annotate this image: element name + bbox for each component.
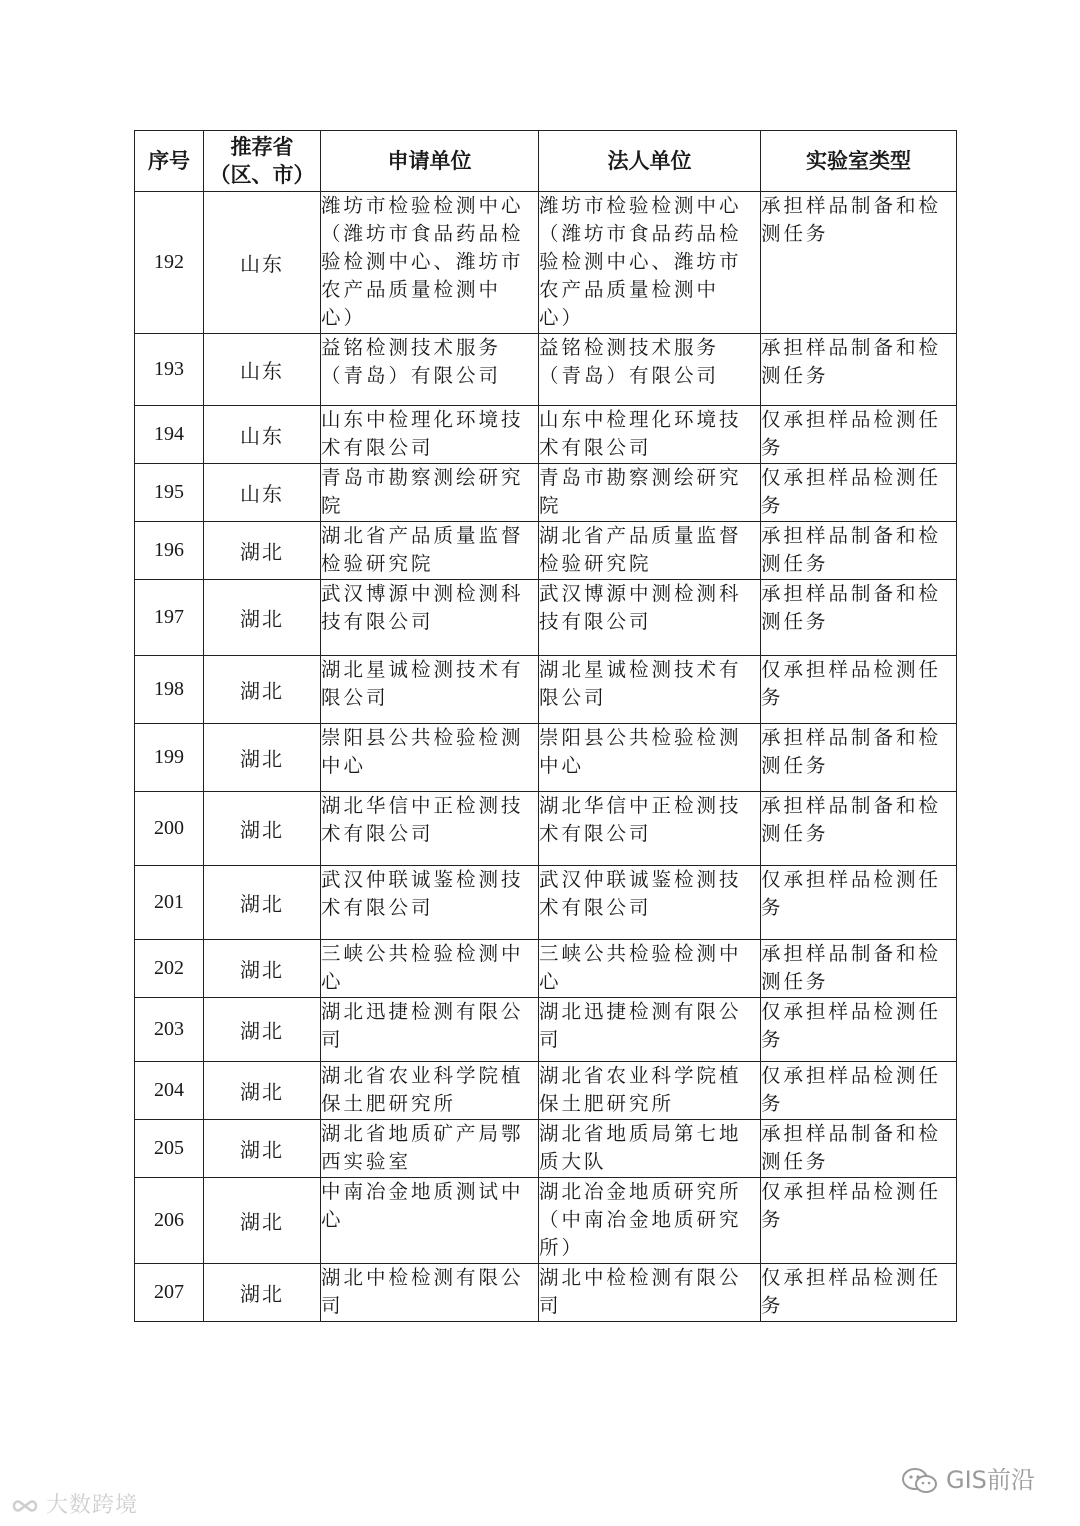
cell-legal-entity-line: 质大队 [539, 1150, 607, 1173]
cell-province: 湖北 [204, 1062, 321, 1120]
cell-applicant-line: 心） [321, 306, 367, 329]
cell-legal-entity [539, 866, 761, 940]
cell-applicant [321, 464, 539, 522]
cell-lab-type-line: 仅承担样品检测任 [761, 1064, 942, 1087]
cell-lab-type-line: 仅承担样品检测任 [761, 658, 942, 681]
cell-applicant [321, 406, 539, 464]
cell-legal-entity-line: 湖北中检检测有限公 [539, 1266, 742, 1289]
cell-lab-type-line: 务 [761, 1294, 784, 1317]
cell-seq: 200 [135, 792, 204, 866]
cell-lab-type-line: 测任务 [761, 822, 829, 845]
cell-legal-entity [539, 406, 761, 464]
cell-legal-entity-line: 山东中检理化环境技 [539, 408, 742, 431]
table-row [135, 998, 957, 1062]
watermark-left [10, 1488, 138, 1519]
cell-applicant-line: 检验研究院 [321, 552, 434, 575]
cell-applicant [321, 1120, 539, 1178]
cell-seq: 206 [135, 1178, 204, 1264]
table-row [135, 656, 957, 724]
cell-legal-entity [539, 724, 761, 792]
cell-province: 湖北 [204, 792, 321, 866]
cell-seq: 201 [135, 866, 204, 940]
cell-lab-type-line: 仅承担样品检测任 [761, 1000, 942, 1023]
cell-applicant [321, 998, 539, 1062]
table-row [135, 940, 957, 998]
cell-lab-type-line: 承担样品制备和检 [761, 942, 942, 965]
cell-legal-entity-line: 湖北省地质局第七地 [539, 1122, 742, 1145]
cell-lab-type [761, 792, 957, 866]
cell-applicant [321, 866, 539, 940]
cell-seq: 199 [135, 724, 204, 792]
cell-applicant [321, 1178, 539, 1264]
cell-applicant [321, 724, 539, 792]
cell-seq: 198 [135, 656, 204, 724]
cell-lab-type [761, 724, 957, 792]
cell-legal-entity-line: 保土肥研究所 [539, 1092, 675, 1115]
cell-seq: 196 [135, 522, 204, 580]
cell-legal-entity [539, 656, 761, 724]
cell-applicant-line: 湖北省地质矿产局鄂 [321, 1122, 524, 1145]
cell-applicant-line: 限公司 [321, 686, 389, 709]
cell-applicant-line: 山东中检理化环境技 [321, 408, 524, 431]
cell-legal-entity-line: （潍坊市食品药品检 [539, 222, 742, 245]
cell-applicant-line: 武汉仲联诚鉴检测技 [321, 868, 524, 891]
cell-seq: 197 [135, 580, 204, 656]
cell-lab-type-line: 测任务 [761, 364, 829, 387]
cell-legal-entity-line: 湖北迅捷检测有限公 [539, 1000, 742, 1023]
cell-applicant-line: 益铭检测技术服务 [321, 336, 502, 359]
cell-legal-entity-line: 所） [539, 1236, 585, 1259]
cell-legal-entity-line: 湖北华信中正检测技 [539, 794, 742, 817]
cell-province: 湖北 [204, 1178, 321, 1264]
cell-applicant [321, 1264, 539, 1322]
cell-applicant-line: 术有限公司 [321, 896, 434, 919]
cell-lab-type [761, 998, 957, 1062]
table-body [135, 192, 957, 1322]
cell-seq: 202 [135, 940, 204, 998]
cell-legal-entity-line: 心） [539, 306, 585, 329]
cell-province: 湖北 [204, 1264, 321, 1322]
cell-lab-type [761, 866, 957, 940]
table-row [135, 792, 957, 866]
cell-province: 湖北 [204, 998, 321, 1062]
cell-seq: 194 [135, 406, 204, 464]
cell-applicant [321, 522, 539, 580]
cell-legal-entity-line: 司 [539, 1294, 562, 1317]
cell-legal-entity-line: 农产品质量检测中 [539, 278, 720, 301]
watermark-right [900, 1460, 1035, 1496]
cell-lab-type-line: 仅承担样品检测任 [761, 466, 942, 489]
cell-province: 山东 [204, 464, 321, 522]
cell-lab-type-line: 承担样品制备和检 [761, 794, 942, 817]
cell-applicant-line: 心 [321, 1208, 344, 1231]
wechat-icon [900, 1466, 940, 1496]
cell-lab-type [761, 464, 957, 522]
cell-legal-entity-line: 湖北省农业科学院植 [539, 1064, 742, 1087]
cell-applicant-line: 司 [321, 1028, 344, 1051]
cell-applicant-line: 司 [321, 1294, 344, 1317]
cell-lab-type [761, 1062, 957, 1120]
cell-seq: 192 [135, 192, 204, 334]
cell-applicant-line: （青岛）有限公司 [321, 364, 502, 387]
cell-applicant-line: 西实验室 [321, 1150, 412, 1173]
cell-legal-entity [539, 580, 761, 656]
cell-lab-type-line: 测任务 [761, 1150, 829, 1173]
cell-applicant-line: 三峡公共检验检测中 [321, 942, 524, 965]
cell-applicant-line: 武汉博源中测检测科 [321, 582, 524, 605]
cell-lab-type [761, 1264, 957, 1322]
cell-legal-entity [539, 1178, 761, 1264]
lab-list-table [134, 130, 957, 1322]
cell-applicant-line: 术有限公司 [321, 436, 434, 459]
cell-applicant-line: 湖北迅捷检测有限公 [321, 1000, 524, 1023]
cell-legal-entity-line: 湖北冶金地质研究所 [539, 1180, 742, 1203]
cell-legal-entity-line: 湖北星诚检测技术有 [539, 658, 742, 681]
cell-applicant-line: 湖北省产品质量监督 [321, 524, 524, 547]
cell-lab-type [761, 1178, 957, 1264]
cell-lab-type [761, 940, 957, 998]
cell-lab-type-line: 务 [761, 494, 784, 517]
cell-legal-entity-line: 益铭检测技术服务 [539, 336, 720, 359]
cell-applicant-line: 术有限公司 [321, 822, 434, 845]
cell-legal-entity-line: 术有限公司 [539, 896, 652, 919]
cell-province: 山东 [204, 406, 321, 464]
cell-applicant-line: 潍坊市检验检测中心 [321, 194, 524, 217]
cell-lab-type-line: 测任务 [761, 552, 829, 575]
cell-lab-type-line: 测任务 [761, 222, 829, 245]
cell-legal-entity-line: 检验研究院 [539, 552, 652, 575]
table-row [135, 464, 957, 522]
table-row [135, 580, 957, 656]
cell-lab-type-line: 测任务 [761, 754, 829, 777]
cell-legal-entity-line: （青岛）有限公司 [539, 364, 720, 387]
cell-legal-entity-line: 验检测中心、潍坊市 [539, 250, 742, 273]
cell-applicant-line: 中南冶金地质测试中 [321, 1180, 524, 1203]
cell-applicant-line: 农产品质量检测中 [321, 278, 502, 301]
table-row [135, 406, 957, 464]
cell-lab-type [761, 1120, 957, 1178]
cell-legal-entity-line: 中心 [539, 754, 585, 777]
cell-province: 山东 [204, 334, 321, 406]
cell-lab-type-line: 承担样品制备和检 [761, 194, 942, 217]
cell-applicant-line: 院 [321, 494, 344, 517]
cell-legal-entity-line: 潍坊市检验检测中心 [539, 194, 742, 217]
header-province [204, 131, 321, 192]
cell-lab-type-line: 仅承担样品检测任 [761, 1266, 942, 1289]
cell-applicant-line: 心 [321, 970, 344, 993]
cell-applicant-line: 湖北星诚检测技术有 [321, 658, 524, 681]
cell-lab-type-line: 仅承担样品检测任 [761, 1180, 942, 1203]
cell-legal-entity [539, 940, 761, 998]
cell-legal-entity [539, 792, 761, 866]
cell-seq: 204 [135, 1062, 204, 1120]
header-legal-entity: 法人单位 [539, 131, 761, 192]
infinity-logo-icon [10, 1495, 40, 1517]
cell-lab-type [761, 656, 957, 724]
cell-province: 山东 [204, 192, 321, 334]
cell-legal-entity-line: 青岛市勘察测绘研究 [539, 466, 742, 489]
cell-legal-entity-line: 武汉仲联诚鉴检测技 [539, 868, 742, 891]
cell-legal-entity [539, 998, 761, 1062]
cell-legal-entity-line: 技有限公司 [539, 610, 652, 633]
cell-applicant [321, 1062, 539, 1120]
cell-legal-entity [539, 192, 761, 334]
cell-applicant-line: 验检测中心、潍坊市 [321, 250, 524, 273]
cell-legal-entity-line: 术有限公司 [539, 436, 652, 459]
table-row [135, 866, 957, 940]
cell-lab-type-line: 仅承担样品检测任 [761, 868, 942, 891]
cell-lab-type [761, 334, 957, 406]
cell-lab-type-line: 测任务 [761, 970, 829, 993]
cell-lab-type-line: 承担样品制备和检 [761, 1122, 942, 1145]
cell-legal-entity-line: 限公司 [539, 686, 607, 709]
cell-province: 湖北 [204, 1120, 321, 1178]
cell-applicant [321, 940, 539, 998]
table-row [135, 724, 957, 792]
cell-applicant-line: 湖北省农业科学院植 [321, 1064, 524, 1087]
table-row [135, 1062, 957, 1120]
cell-applicant [321, 334, 539, 406]
table-row [135, 192, 957, 334]
table-row [135, 334, 957, 406]
cell-applicant-line: 技有限公司 [321, 610, 434, 633]
cell-legal-entity-line: 三峡公共检验检测中 [539, 942, 742, 965]
cell-lab-type-line: 务 [761, 896, 784, 919]
cell-lab-type-line: 务 [761, 1028, 784, 1051]
cell-applicant-line: 保土肥研究所 [321, 1092, 457, 1115]
cell-legal-entity-line: 武汉博源中测检测科 [539, 582, 742, 605]
cell-applicant [321, 192, 539, 334]
cell-seq: 203 [135, 998, 204, 1062]
cell-legal-entity [539, 334, 761, 406]
cell-applicant-line: 崇阳县公共检验检测 [321, 726, 524, 749]
cell-legal-entity-line: 崇阳县公共检验检测 [539, 726, 742, 749]
cell-lab-type-line: 承担样品制备和检 [761, 582, 942, 605]
cell-legal-entity [539, 1264, 761, 1322]
cell-applicant-line: （潍坊市食品药品检 [321, 222, 524, 245]
cell-lab-type-line: 务 [761, 1092, 784, 1115]
cell-applicant-line: 湖北中检检测有限公 [321, 1266, 524, 1289]
cell-lab-type [761, 580, 957, 656]
cell-applicant [321, 656, 539, 724]
cell-lab-type [761, 192, 957, 334]
cell-province: 湖北 [204, 866, 321, 940]
cell-seq: 193 [135, 334, 204, 406]
cell-seq: 195 [135, 464, 204, 522]
header-applicant: 申请单位 [321, 131, 539, 192]
cell-lab-type-line: 仅承担样品检测任 [761, 408, 942, 431]
cell-lab-type-line: 承担样品制备和检 [761, 524, 942, 547]
table-row [135, 1178, 957, 1264]
cell-applicant [321, 580, 539, 656]
cell-legal-entity-line: 术有限公司 [539, 822, 652, 845]
header-seq: 序号 [135, 131, 204, 192]
cell-province: 湖北 [204, 580, 321, 656]
cell-legal-entity-line: 湖北省产品质量监督 [539, 524, 742, 547]
cell-seq: 207 [135, 1264, 204, 1322]
cell-applicant-line: 青岛市勘察测绘研究 [321, 466, 524, 489]
cell-lab-type-line: 务 [761, 1208, 784, 1231]
cell-applicant-line: 中心 [321, 754, 367, 777]
header-province-line1: 推荐省 [230, 135, 294, 159]
header-province-line2: （区、市） [209, 163, 315, 187]
table-row [135, 522, 957, 580]
watermark-right-text: GIS前沿 [946, 1466, 1035, 1494]
cell-lab-type [761, 406, 957, 464]
cell-legal-entity-line: 院 [539, 494, 562, 517]
cell-legal-entity-line: （中南冶金地质研究 [539, 1208, 742, 1231]
cell-province: 湖北 [204, 656, 321, 724]
cell-legal-entity [539, 464, 761, 522]
cell-legal-entity [539, 1062, 761, 1120]
header-lab-type: 实验室类型 [761, 131, 957, 192]
watermark-left-text: 大数跨境 [46, 1493, 139, 1518]
table-row [135, 1120, 957, 1178]
header-row [135, 131, 957, 192]
cell-applicant [321, 792, 539, 866]
cell-legal-entity-line: 心 [539, 970, 562, 993]
cell-province: 湖北 [204, 940, 321, 998]
cell-lab-type-line: 测任务 [761, 610, 829, 633]
cell-lab-type-line: 承担样品制备和检 [761, 336, 942, 359]
cell-lab-type-line: 务 [761, 686, 784, 709]
cell-province: 湖北 [204, 724, 321, 792]
cell-lab-type [761, 522, 957, 580]
cell-legal-entity-line: 司 [539, 1028, 562, 1051]
cell-lab-type-line: 务 [761, 436, 784, 459]
cell-applicant-line: 湖北华信中正检测技 [321, 794, 524, 817]
cell-legal-entity [539, 522, 761, 580]
table-row [135, 1264, 957, 1322]
cell-seq: 205 [135, 1120, 204, 1178]
cell-lab-type-line: 承担样品制备和检 [761, 726, 942, 749]
cell-province: 湖北 [204, 522, 321, 580]
cell-legal-entity [539, 1120, 761, 1178]
